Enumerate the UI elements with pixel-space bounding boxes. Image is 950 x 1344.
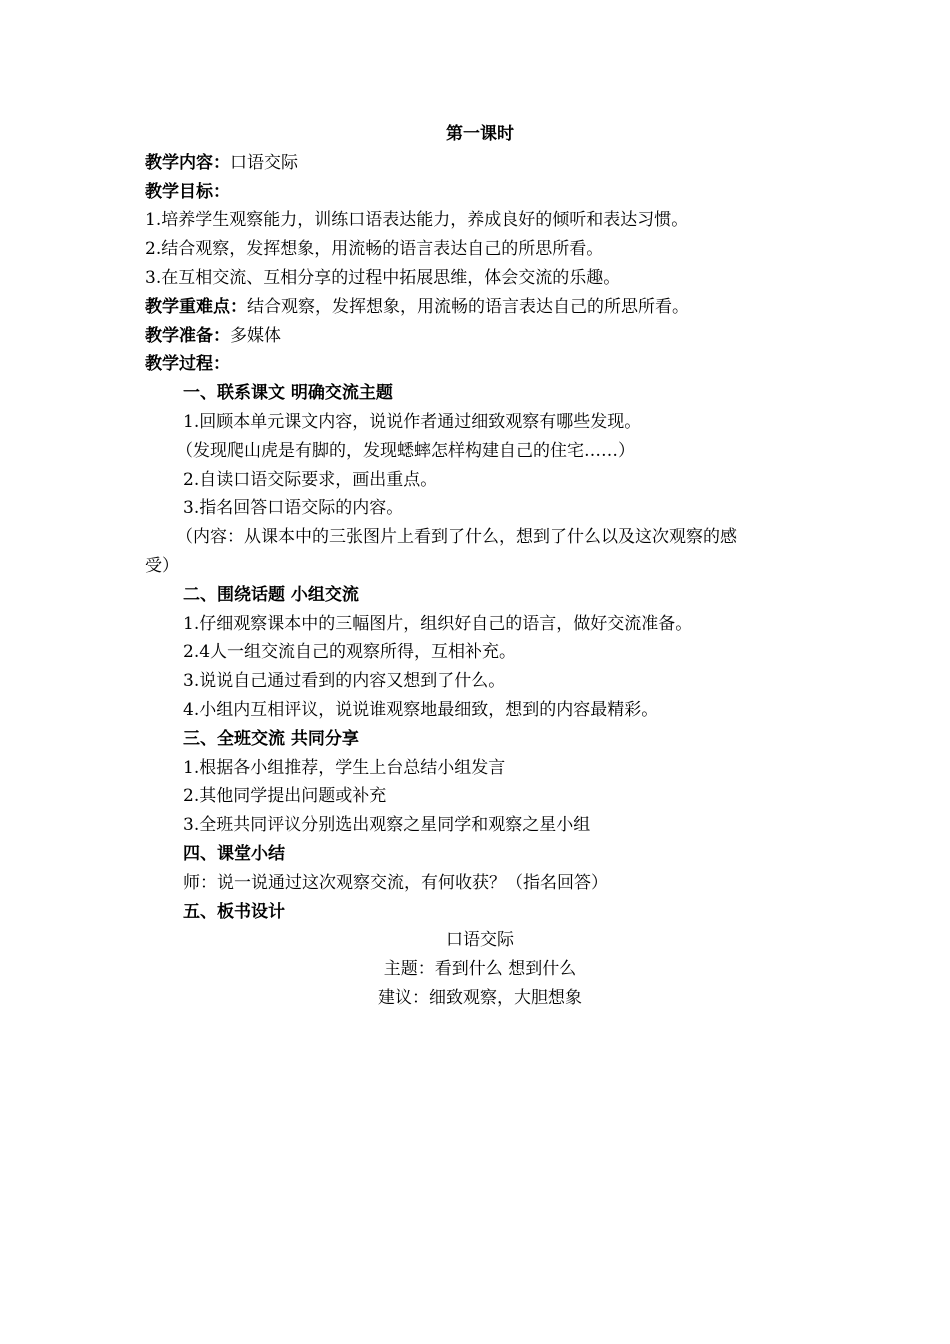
section-2-line-1: 1.仔细观察课本中的三幅图片，组织好自己的语言，做好交流准备。	[183, 613, 693, 634]
goal-item-2: 2.结合观察，发挥想象，用流畅的语言表达自己的所思所看。	[145, 239, 604, 260]
section-3-line-2: 2.其他同学提出问题或补充	[183, 786, 387, 807]
section-5-heading: 五、板书设计	[183, 901, 285, 922]
section-1-line-2: （发现爬山虎是有脚的，发现蟋蟀怎样构建自己的住宅……）	[176, 440, 635, 461]
content-row	[145, 149, 815, 178]
key-value: 结合观察，发挥想象，用流畅的语言表达自己的所思所看。	[247, 296, 689, 317]
section-1-heading: 一、联系课文 明确交流主题	[183, 383, 393, 404]
board-line-2: 主题：看到什么 想到什么	[383, 959, 577, 980]
board-line-1: 口语交际	[446, 930, 514, 951]
section-1-line-5a: （内容：从课本中的三张图片上看到了什么，想到了什么以及这次观察的感	[176, 527, 737, 548]
section-4-heading: 四、课堂小结	[183, 843, 285, 864]
goal-item-1: 1.培养学生观察能力，训练口语表达能力，养成良好的倾听和表达习惯。	[145, 210, 689, 231]
section-3-line-3: 3.全班共同评议分别选出观察之星同学和观察之星小组	[183, 815, 591, 836]
section-1-line-1: 1.回顾本单元课文内容，说说作者通过细致观察有哪些发现。	[183, 411, 642, 432]
key-row	[145, 293, 815, 322]
prep-value: 多媒体	[230, 325, 281, 346]
prep-label: 教学准备：	[145, 325, 230, 346]
section-2-heading: 二、围绕话题 小组交流	[183, 584, 359, 605]
section-1-line-4: 3.指名回答口语交际的内容。	[183, 498, 404, 519]
board-line-3: 建议：细致观察，大胆想象	[378, 987, 582, 1008]
section-1-line-5b: 受）	[145, 555, 179, 576]
process-label: 教学过程：	[145, 354, 230, 375]
goals-label: 教学目标：	[145, 181, 230, 202]
section-3-heading: 三、全班交流 共同分享	[183, 728, 359, 749]
section-1-line-3: 2.自读口语交际要求，画出重点。	[183, 469, 438, 490]
section-3-line-1: 1.根据各小组推荐，学生上台总结小组发言	[183, 757, 506, 778]
section-4-line-1: 师：说一说通过这次观察交流，有何收获？（指名回答）	[183, 872, 608, 893]
content-label: 教学内容：	[145, 152, 230, 173]
section-2-line-4: 4.小组内互相评议，说说谁观察地最细致，想到的内容最精彩。	[183, 699, 659, 720]
goal-item-3: 3.在互相交流、互相分享的过程中拓展思维，体会交流的乐趣。	[145, 267, 621, 288]
key-label: 教学重难点：	[145, 296, 247, 317]
lesson-plan	[145, 120, 815, 1013]
content-value: 口语交际	[230, 152, 298, 173]
prep-row	[145, 322, 815, 351]
section-2-line-2: 2.4人一组交流自己的观察所得，互相补充。	[183, 642, 517, 663]
section-2-line-3: 3.说说自己通过看到的内容又想到了什么。	[183, 671, 506, 692]
page-title: 第一课时	[446, 124, 514, 144]
